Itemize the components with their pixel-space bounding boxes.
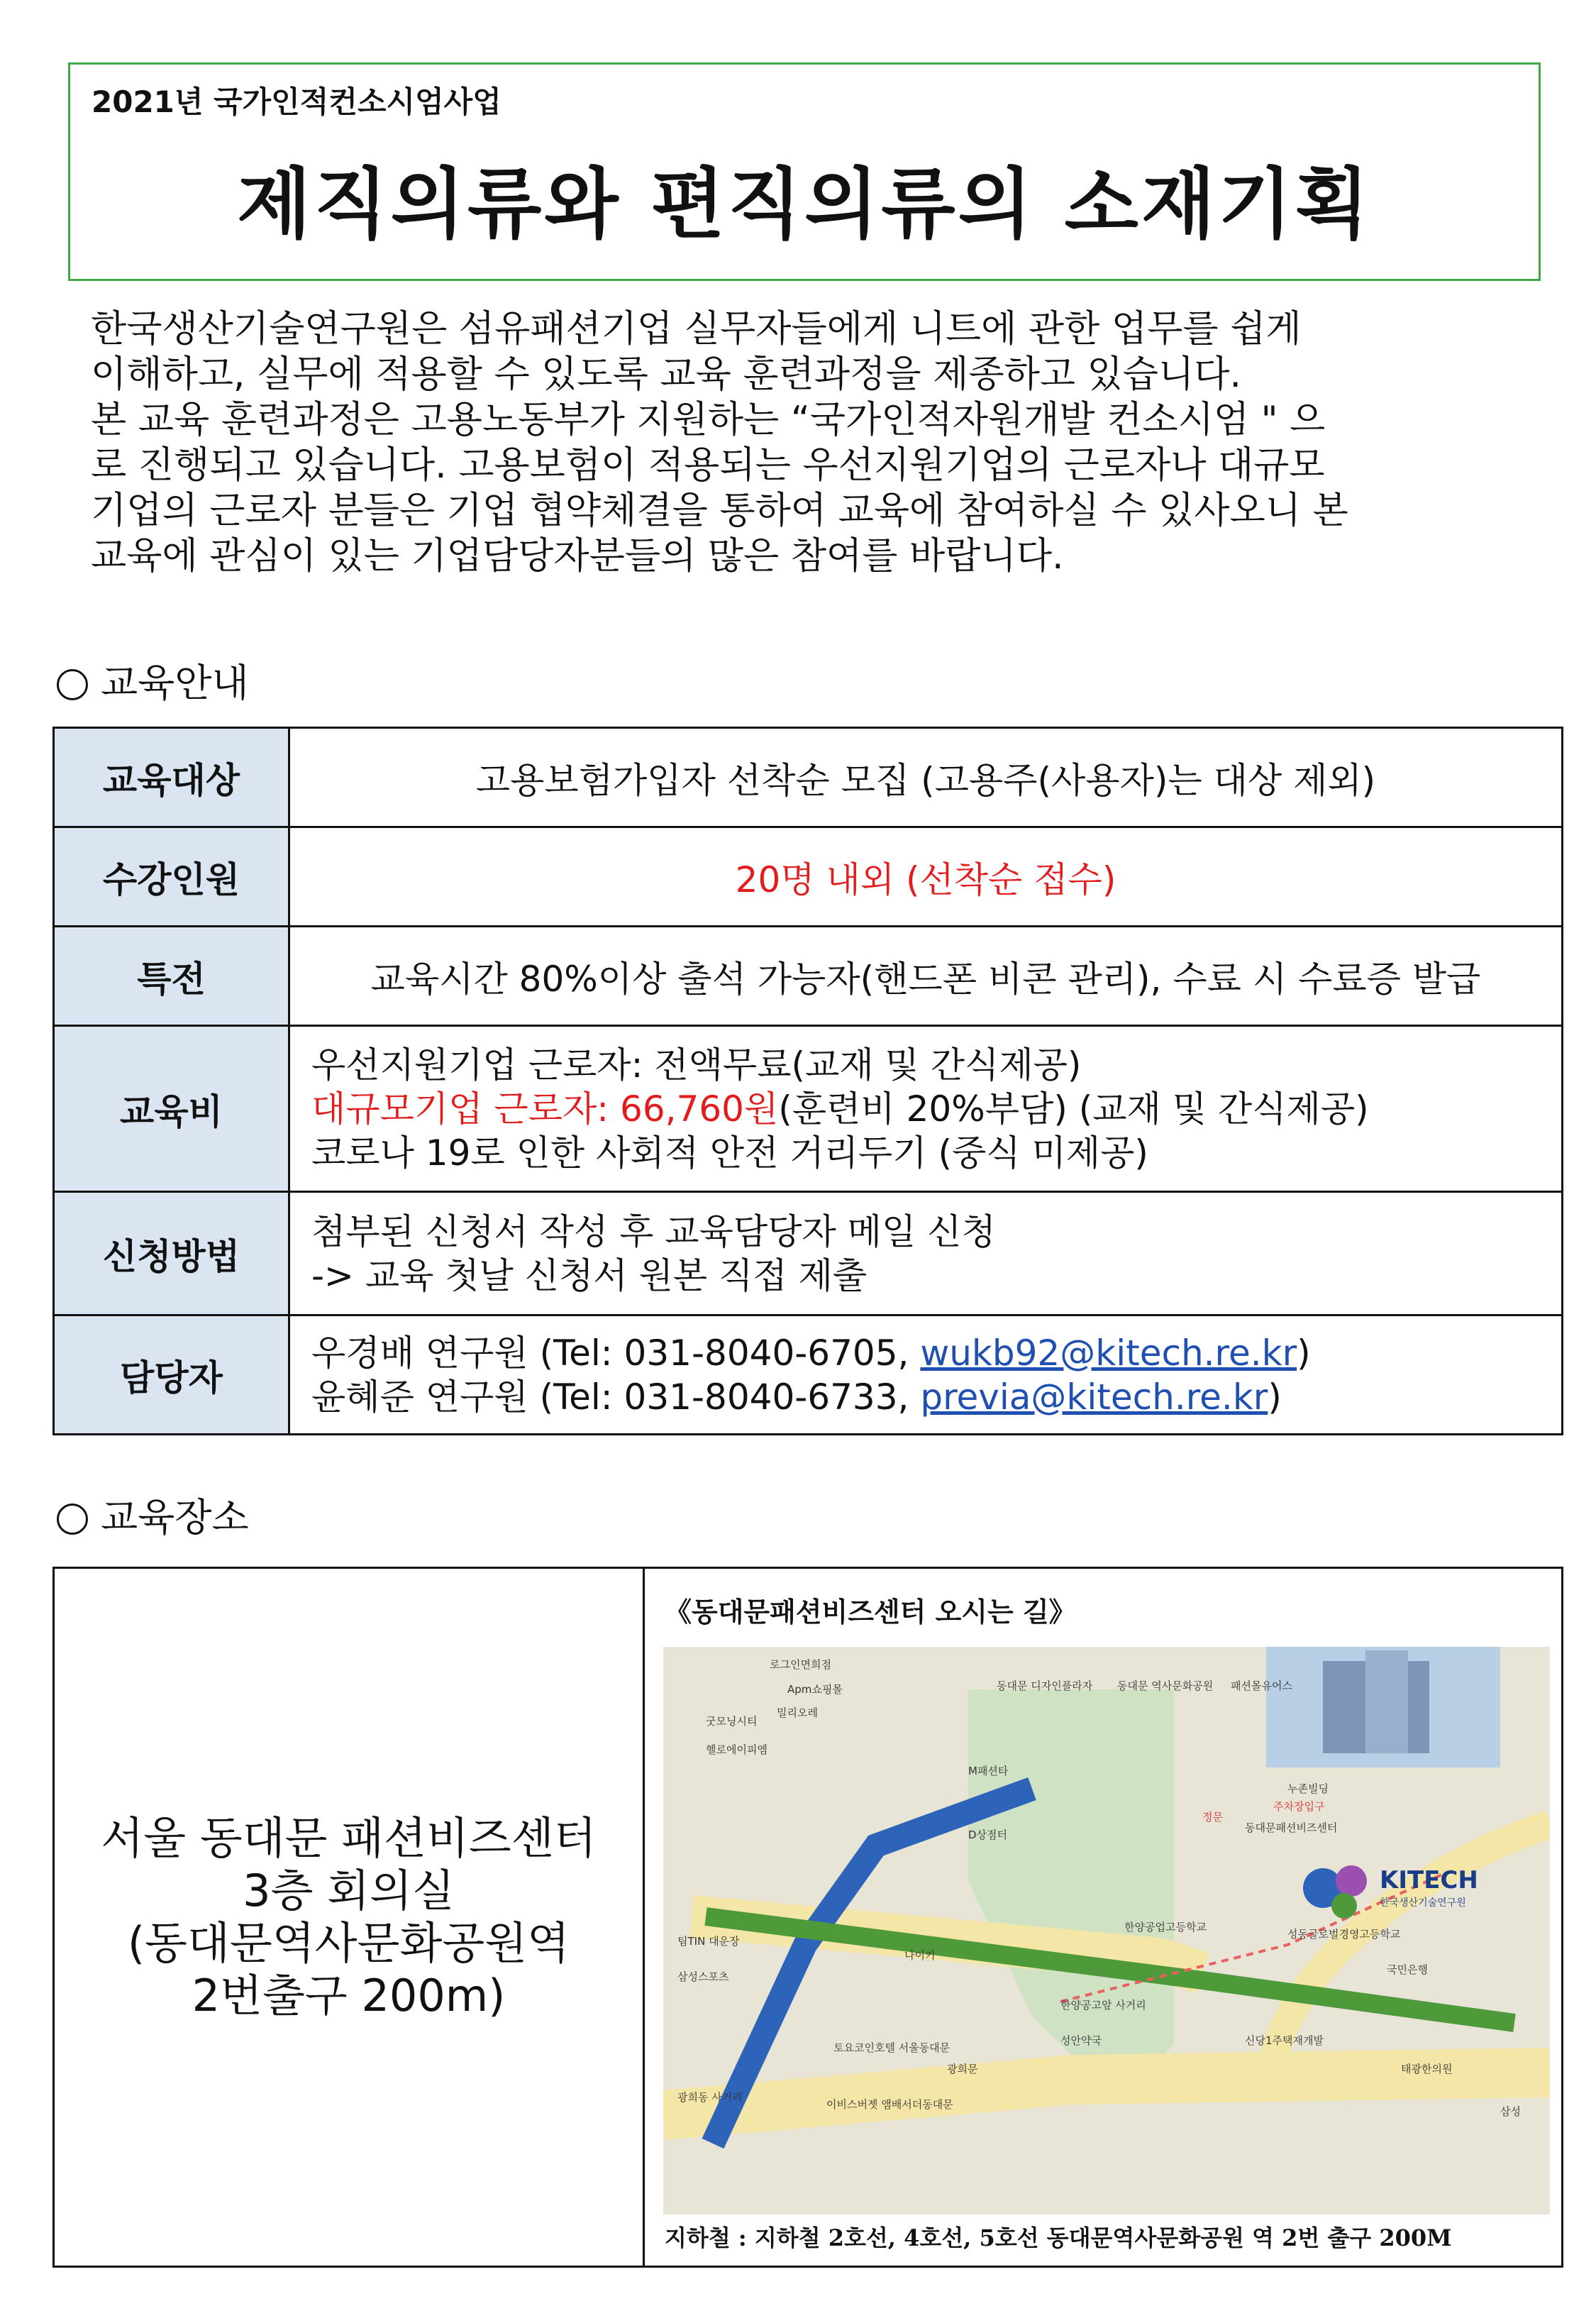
table-row	[54, 827, 1563, 927]
location-line: 3층 회의실	[243, 1865, 455, 1916]
map-label: 주차장입구	[1273, 1800, 1325, 1813]
intro-line: 기업의 근로자 분들은 기업 협약체결을 통하여 교육에 참여하실 수 있사오니 본	[91, 490, 1348, 532]
title-box	[68, 62, 1541, 281]
map-label: Apm쇼핑몰	[787, 1683, 843, 1696]
map-label: 패션몰유어스	[1231, 1679, 1292, 1692]
apply-line: -> 교육 첫날 신청서 원본 직접 제출	[311, 1254, 868, 1296]
map-label: 삼성스포츠	[677, 1970, 729, 1983]
row-label: 교육대상	[54, 728, 289, 827]
map-label: 누존빌딩	[1287, 1782, 1329, 1795]
kitech-logo-icon	[1331, 1893, 1357, 1919]
contact-line	[311, 1375, 1540, 1419]
map-label: 한양공업고등학교	[1124, 1921, 1207, 1933]
email-link[interactable]: wukb92@kitech.re.kr	[920, 1332, 1297, 1374]
map-label: 국민은행	[1387, 1963, 1428, 1976]
map-label: M패션타	[968, 1765, 1009, 1777]
map-label: 나이키	[904, 1949, 936, 1962]
table-row	[54, 927, 1563, 1026]
map-label: 신당1주택재개발	[1245, 2034, 1324, 2047]
map-label: 동대문 역사문화공원	[1117, 1679, 1214, 1692]
row-value: 고용보험가입자 선착순 모집 (고용주(사용자)는 대상 제외)	[289, 728, 1563, 827]
map-label: 이비스버젯 앰배서더동대문	[826, 2098, 953, 2111]
contact-info: 윤혜준 연구원 (Tel: 031-8040-6733,	[311, 1376, 921, 1418]
map-label: 로그인면희점	[770, 1658, 831, 1671]
intro-line: 본 교육 훈련과정은 고용노동부가 지원하는 “국가인적자원개발 컨소시엄 " 으	[91, 399, 1326, 441]
info-table	[52, 727, 1563, 1435]
circle-bullet-icon	[57, 669, 88, 700]
location-line: (동대문역사문화공원역	[127, 1917, 570, 1969]
map-label: 삼성	[1500, 2105, 1521, 2118]
map-label: 헬로에이피엠	[706, 1743, 767, 1756]
contact-line	[311, 1331, 1540, 1375]
table-row	[54, 1026, 1563, 1192]
row-label: 수강인원	[54, 827, 289, 927]
subway-directions: 지하철 : 지하철 2호선, 4호선, 5호선 동대문역사문화공원 역 2번 출구 200M	[665, 2224, 1452, 2251]
map-label: 성동글로벌경영고등학교	[1287, 1928, 1401, 1941]
location-description	[55, 1569, 645, 2266]
page-title: 제직의류와 편직의류의 소재기획	[237, 160, 1372, 249]
map-label: 광희동 사거리	[677, 2091, 743, 2104]
row-label: 특전	[54, 927, 289, 1026]
intro-line: 한국생산기술연구원은 섬유패션기업 실무자들에게 니트에 관한 업무를 쉽게	[91, 308, 1302, 351]
row-label: 교육비	[54, 1026, 289, 1192]
fee-line	[311, 1087, 1540, 1131]
table-row	[54, 1192, 1563, 1315]
location-line: 서울 동대문 패션비즈센터	[101, 1812, 597, 1864]
table-row	[54, 728, 1563, 827]
section-heading-location	[57, 1487, 249, 1542]
row-value	[289, 1315, 1563, 1435]
map-label: 성안약국	[1060, 2034, 1102, 2047]
section-label: 교육안내	[101, 661, 249, 705]
email-link[interactable]: previa@kitech.re.kr	[920, 1376, 1268, 1418]
map-label: 광희문	[947, 2063, 978, 2075]
table-row	[54, 1315, 1563, 1435]
map-label: 동대문 디자인플라자	[997, 1679, 1093, 1692]
row-value	[289, 1192, 1563, 1315]
fee-large-company: 대규모기업 근로자: 66,760원	[311, 1088, 779, 1130]
location-table	[52, 1567, 1563, 2268]
kitech-logo-subtext: 한국생산기술연구원	[1380, 1897, 1466, 1909]
map-label: 태광한의원	[1401, 2063, 1453, 2075]
map-label: 정문	[1202, 1811, 1223, 1824]
intro-text	[91, 307, 1538, 579]
fee-line: 코로나 19로 인한 사회적 안전 거리두기 (중식 미제공)	[311, 1132, 1148, 1174]
fee-line: 우선지원기업 근로자: 전액무료(교재 및 간식제공)	[311, 1044, 1082, 1086]
intro-line: 이해하고, 실무에 적용할 수 있도록 교육 훈련과정을 제종하고 있습니다.	[91, 353, 1242, 396]
map-label: 굿모닝시티	[706, 1715, 758, 1728]
paren: )	[1268, 1376, 1282, 1418]
row-label: 신청방법	[54, 1192, 289, 1315]
map-label: 팀TIN 대운장	[677, 1935, 740, 1948]
kitech-logo-text: KITECH	[1380, 1866, 1478, 1894]
map-label: 한양공고앞 사거리	[1060, 1999, 1146, 2012]
directions-map	[663, 1647, 1550, 2214]
map-label: 토요코인호텔 서울동대문	[833, 2041, 951, 2054]
map-label: 밀리오레	[777, 1706, 818, 1719]
map-label: 동대문패션비즈센터	[1245, 1821, 1338, 1834]
location-line: 2번출구 200m)	[192, 1970, 506, 2021]
row-value: 교육시간 80%이상 출석 가능자(핸드폰 비콘 관리), 수료 시 수료증 발급	[289, 927, 1563, 1026]
section-label: 교육장소	[101, 1495, 249, 1540]
apply-line: 첨부된 신청서 작성 후 교육담당자 메일 신청	[311, 1210, 996, 1252]
section-heading-info	[57, 653, 249, 707]
paren: )	[1297, 1332, 1311, 1374]
row-value	[289, 1026, 1563, 1192]
building-tower-icon	[1365, 1650, 1408, 1753]
row-label: 담당자	[54, 1315, 289, 1435]
row-value: 20명 내외 (선착순 접수)	[289, 827, 1563, 927]
intro-line: 교육에 관심이 있는 기업담당자분들의 많은 참여를 바랍니다.	[91, 535, 1064, 578]
contact-info: 우경배 연구원 (Tel: 031-8040-6705,	[311, 1332, 921, 1374]
project-subtitle: 2021년 국가인적컨소시엄사업	[92, 84, 501, 119]
fee-note: (훈련비 20%부담) (교재 및 간식제공)	[778, 1088, 1369, 1130]
map-label: D상점터	[968, 1828, 1008, 1841]
circle-bullet-icon	[57, 1504, 88, 1535]
kitech-logo-icon	[1336, 1865, 1367, 1897]
intro-line: 로 진행되고 있습니다. 고용보험이 적용되는 우선지원기업의 근로자나 대규모	[91, 444, 1325, 487]
map-title: 《동대문패션비즈센터 오시는 길》	[665, 1596, 1076, 1628]
